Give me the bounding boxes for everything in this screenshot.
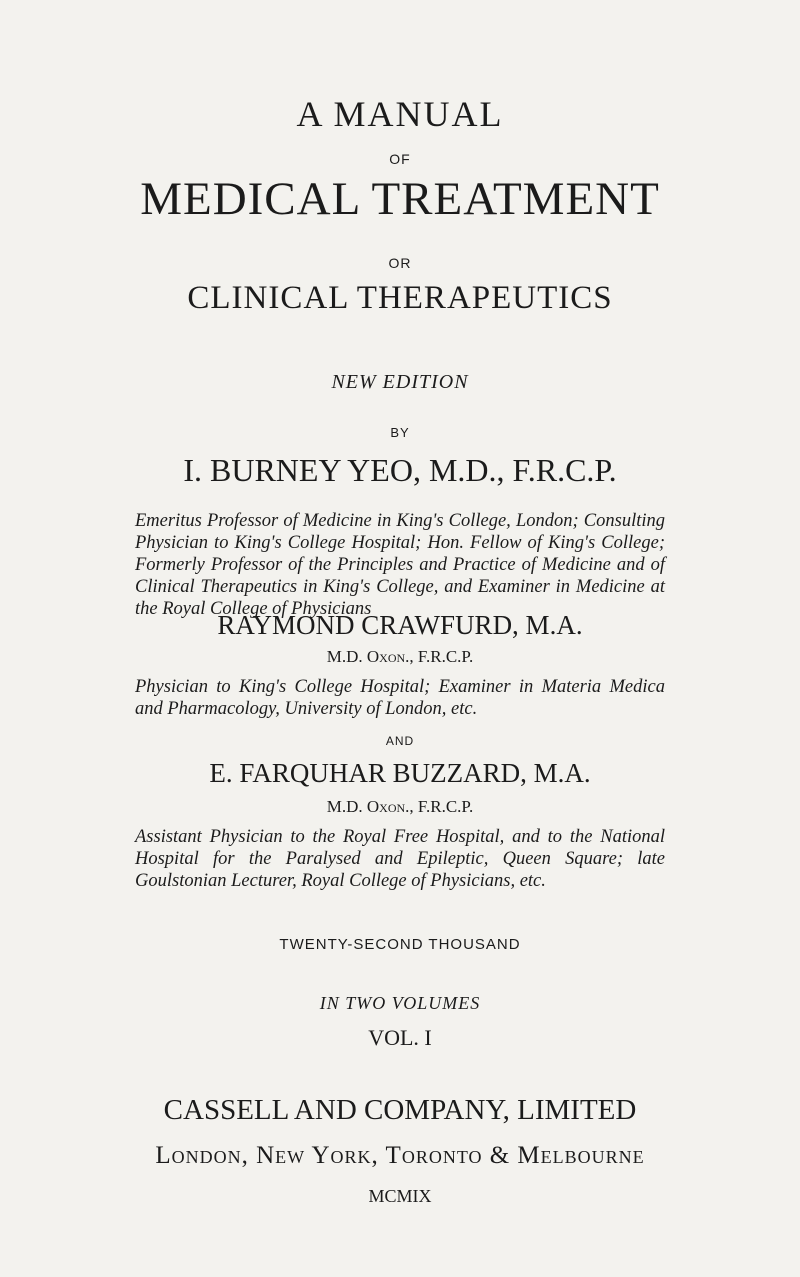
title-line-2: MEDICAL TREATMENT: [140, 173, 660, 225]
title-line-1: A MANUAL: [296, 94, 504, 134]
publisher-places: London, New York, Toronto & Melbourne: [155, 1142, 645, 1169]
publisher-name: CASSELL AND COMPANY, LIMITED: [163, 1094, 637, 1126]
edition: NEW EDITION: [331, 371, 469, 393]
thousand-label: TWENTY-SECOND THOUSAND: [279, 936, 521, 953]
author-1-description: Emeritus Professor of Medicine in King's College, London; Consulting Physician to King's College Hospital; Hon. Fellow of King's College; Formerly Professor of the Principles and Practice of Medicine and of Clinical Therapeutics in King's College, and Examiner in Medicine at the Royal College of Physicians: [135, 511, 665, 619]
title-line-3: CLINICAL THERAPEUTICS: [187, 280, 613, 316]
author-2-degrees: M.D. Oxon., F.R.C.P.: [326, 647, 474, 666]
author-2-name: RAYMOND CRAWFURD, M.A.: [217, 610, 583, 640]
volumes-label: IN TWO VOLUMES: [319, 993, 481, 1013]
author-1-name: I. BURNEY YEO, M.D., F.R.C.P.: [183, 452, 617, 488]
author-3-degrees: M.D. Oxon., F.R.C.P.: [326, 797, 474, 816]
author-3-description: Assistant Physician to the Royal Free Hospital, and to the National Hospital for the Paralysed and Epileptic, Queen Square; late Goulstonian Lecturer, Royal College of Physicians, etc.: [135, 827, 665, 891]
and-label: AND: [385, 734, 415, 748]
title-or: OR: [388, 255, 412, 271]
volume-label: VOL. I: [368, 1025, 432, 1050]
title-of: OF: [389, 151, 411, 167]
author-2-description: Physician to King's College Hospital; Examiner in Materia Medica and Pharmacology, University of London, etc.: [135, 677, 665, 719]
author-3-name: E. FARQUHAR BUZZARD, M.A.: [209, 758, 591, 788]
publication-year: MCMIX: [368, 1186, 432, 1206]
by-label: BY: [390, 425, 410, 440]
